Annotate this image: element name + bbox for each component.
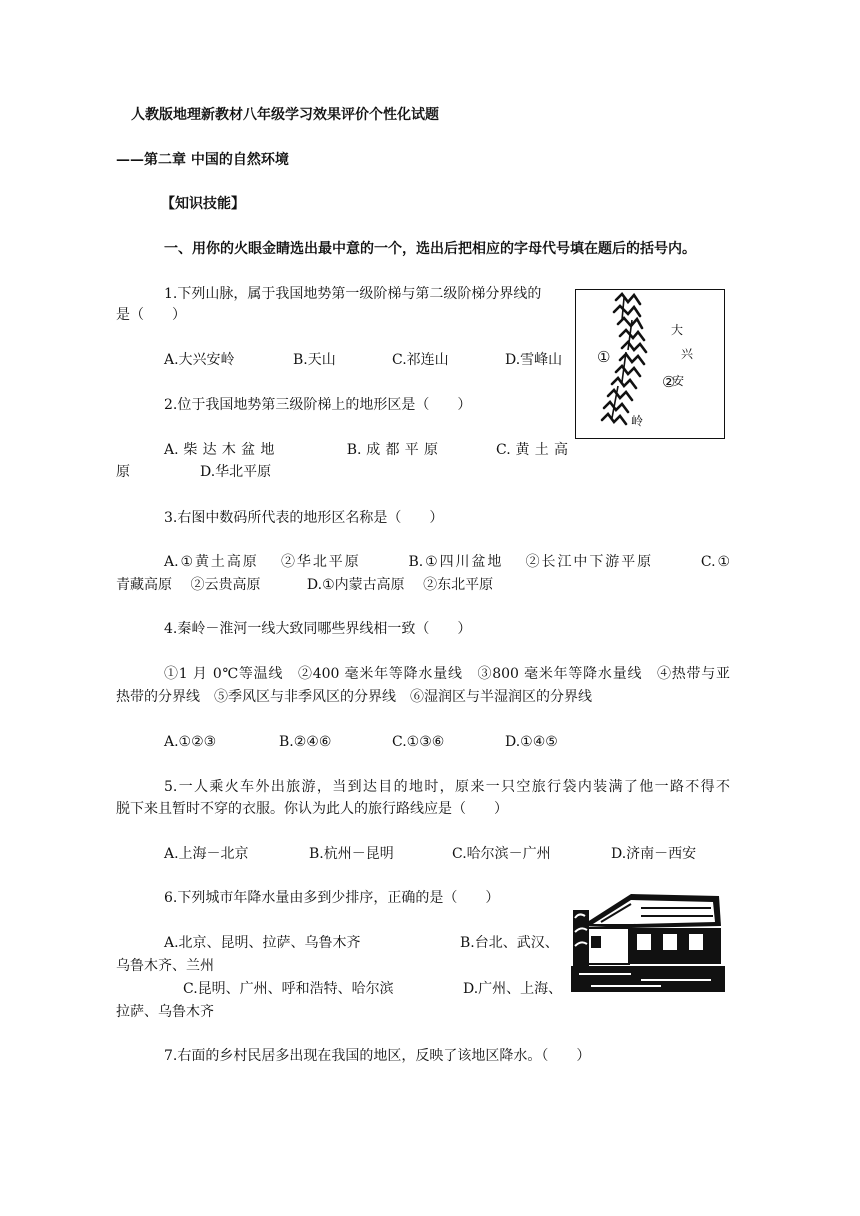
q6-option-b-cont: 乌鲁木齐、兰州	[116, 958, 214, 974]
q1-option-d: D.雪峰山	[505, 352, 563, 368]
q6-option-d-cont: 拉萨、乌鲁木齐	[116, 1004, 214, 1020]
q5-stem-cont: 脱下来且暂时不穿的衣服。你认为此人的旅行路线应是（ ）	[116, 801, 508, 817]
q4-option-d: D.①④⑤	[505, 734, 558, 750]
part1-instruction: 一、用你的火眼金睛选出最中意的一个，选出后把相应的字母代号填在题后的括号内。	[164, 241, 696, 257]
map-marker-2: ②	[662, 373, 676, 391]
q6-option-c: C.昆明、广州、呼和浩特、哈尔滨	[183, 981, 394, 997]
mountain-map-figure	[575, 289, 725, 439]
map-label-4: 岭	[631, 414, 644, 428]
chapter-subtitle: ——第二章 中国的自然环境	[116, 152, 289, 168]
q5-option-a: A.上海－北京	[164, 846, 249, 862]
q5-stem: 5.一人乘火车外出旅游，当到达目的地时，原来一只空旅行袋内装满了他一路不得不	[164, 779, 730, 795]
q1-option-b: B.天山	[293, 352, 336, 368]
q3-stem: 3.右图中数码所代表的地形区名称是（ ）	[164, 510, 444, 526]
village-house-picture	[571, 888, 725, 992]
document-title: 人教版地理新教材八年级学习效果评价个性化试题	[131, 107, 439, 123]
q5-option-b: B.杭州－昆明	[309, 846, 394, 862]
village-house-icon	[571, 888, 725, 992]
q4-stem: 4.秦岭－淮河一线大致同哪些界线相一致（ ）	[164, 621, 472, 637]
q3-options-line1: A.①黄土高原 ②华北平原 B.①四川盆地 ②长江中下游平原 C.①	[164, 554, 730, 570]
map-marker-1: ①	[597, 348, 611, 366]
q6-option-d: D.广州、上海、	[463, 981, 563, 997]
q5-option-c: C.哈尔滨－广州	[452, 846, 551, 862]
q1-option-c: C.祁连山	[392, 352, 449, 368]
q2-options-line1: A. 柴 达 木 盆 地 B. 成 都 平 原 C. 黄 土 高	[164, 442, 568, 458]
q4-item-line2: 热带的分界线 ⑤季风区与非季风区的分界线 ⑥湿润区与半湿润区的分界线	[116, 689, 592, 705]
q1-stem: 1.下列山脉，属于我国地势第一级阶梯与第二级阶梯分界线的	[164, 286, 542, 302]
q6-option-a: A.北京、昆明、拉萨、乌鲁木齐	[164, 935, 361, 951]
q4-option-c: C.①③⑥	[392, 734, 445, 750]
q4-option-b: B.②④⑥	[279, 734, 332, 750]
map-label-3: 安	[672, 374, 685, 388]
q5-option-d: D.济南－西安	[611, 846, 697, 862]
q6-option-b: B.台北、武汉、	[460, 935, 559, 951]
q4-option-a: A.①②③	[164, 734, 217, 750]
q6-stem: 6.下列城市年降水量由多到少排序，正确的是（ ）	[164, 890, 500, 906]
map-label-2: 兴	[681, 347, 694, 361]
q3-options-line2: 青藏高原 ②云贵高原 D.①内蒙古高原 ②东北平原	[116, 577, 494, 593]
q2-option-d: D.华北平原	[200, 464, 272, 480]
q4-item-line1: ①1 月 0℃等温线 ②400 毫米年等降水量线 ③800 毫米年等降水量线 ④热带与亚	[164, 666, 730, 682]
q2-stem: 2.位于我国地势第三级阶梯上的地形区是（ ）	[164, 397, 472, 413]
q1-option-a: A.大兴安岭	[164, 352, 235, 368]
q7-stem: 7.右面的乡村民居多出现在我国的地区，反映了该地区降水。（ ）	[164, 1048, 591, 1064]
q2-options-line2-start: 原	[116, 464, 130, 480]
q1-stem-cont: 是（ ）	[116, 307, 186, 323]
section-heading: 【知识技能】	[161, 196, 245, 212]
map-label-1: 大	[671, 323, 684, 337]
